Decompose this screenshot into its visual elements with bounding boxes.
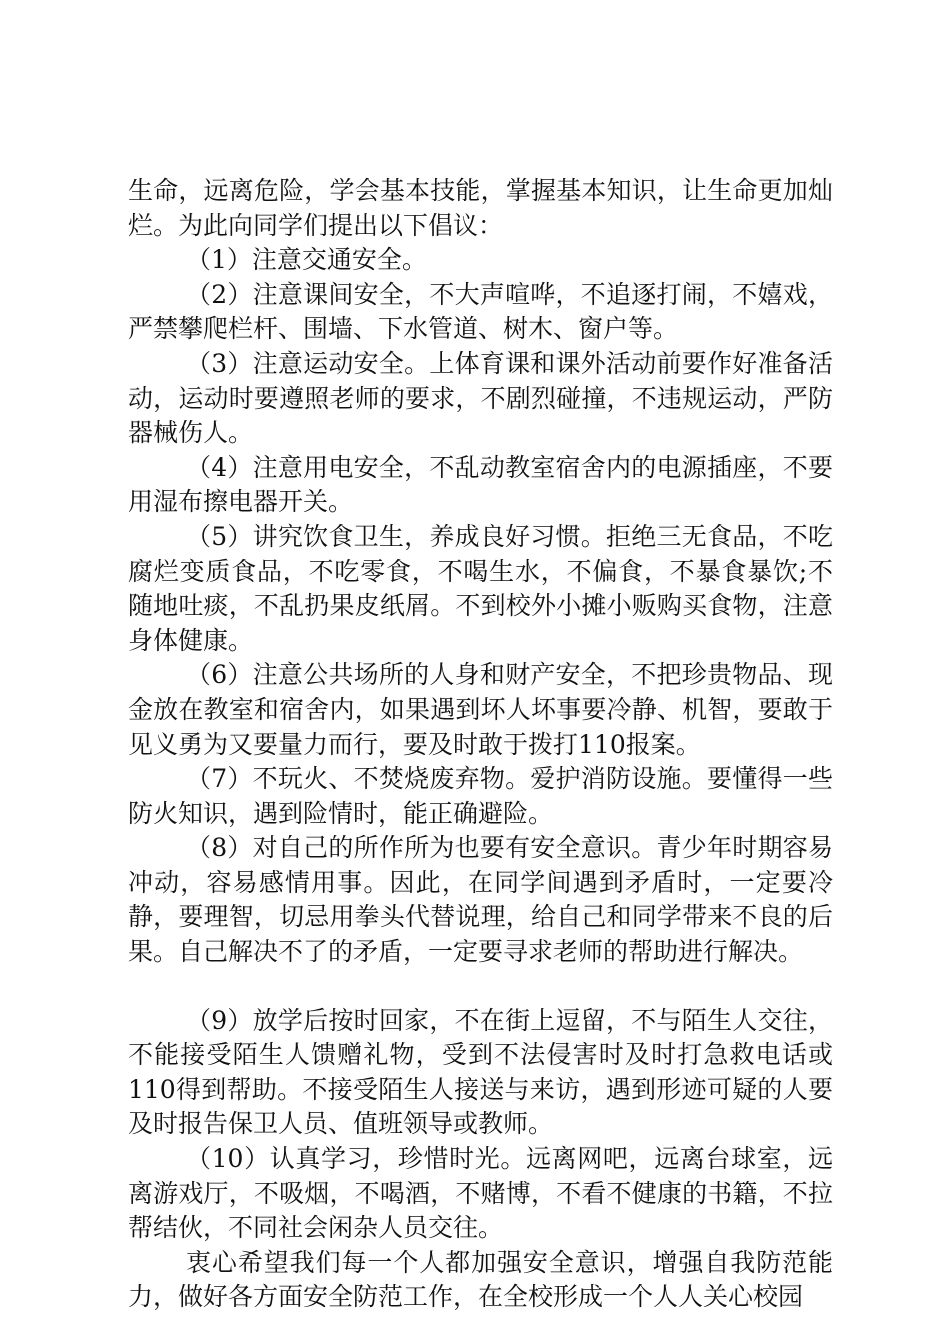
- paragraph-item-1: （1）注意交通安全。: [186, 245, 427, 275]
- paragraph-item-2: （2）注意课间安全，不大声喧哗，不追逐打闹，不嬉戏，严禁攀爬栏杆、围墙、下水管道、树木、窗户等。: [128, 279, 833, 344]
- paragraph-item-5: （5）讲究饮食卫生，养成良好习惯。拒绝三无食品，不吃腐烂变质食品，不吃零食，不喝生水，不偏食，不暴食暴饮;不随地吐痰，不乱扔果皮纸屑。不到校外小摊小贩购买食物，注意身体健康。: [128, 521, 833, 655]
- paragraph-intro: 生命，远离危险，学会基本技能，掌握基本知识，让生命更加灿烂。为此向同学们提出以下倡议：: [128, 176, 833, 240]
- document-body: [128, 174, 833, 1315]
- paragraph-closing: 衷心希望我们每一个人都加强安全意识，增强自我防范能力，做好各方面安全防范工作，在全校形成一个人人关心校园: [128, 1247, 833, 1312]
- paragraph-item-8: （8）对自己的所作所为也要有安全意识。青少年时期容易冲动，容易感情用事。因此，在同学间遇到矛盾时，一定要冷静，要理智，切忌用拳头代替说理，给自己和同学带来不良的后果。自己解决不了的矛盾，一定要寻求老师的帮助进行解决。: [128, 833, 833, 967]
- paragraph-item-10: （10）认真学习，珍惜时光。远离网吧，远离台球室，远离游戏厅，不吸烟，不喝酒，不赌博，不看不健康的书籍，不拉帮结伙，不同社会闲杂人员交往。: [128, 1144, 833, 1243]
- paragraph-item-4: （4）注意用电安全，不乱动教室宿舍内的电源插座，不要用湿布擦电器开关。: [128, 452, 833, 517]
- paragraph-spacer: [128, 970, 833, 1004]
- paragraph-item-9: （9）放学后按时回家，不在街上逗留，不与陌生人交往，不能接受陌生人馈赠礼物，受到不法侵害时及时打急救电话或110得到帮助。不接受陌生人接送与来访，遇到形迹可疑的人要及时报告保卫人员、值班领导或教师。: [128, 1005, 833, 1139]
- paragraph-item-7: （7）不玩火、不焚烧废弃物。爱护消防设施。要懂得一些防火知识，遇到险情时，能正确避险。: [128, 764, 833, 828]
- paragraph-item-3: （3）注意运动安全。上体育课和课外活动前要作好准备活动，运动时要遵照老师的要求，不剧烈碰撞，不违规运动，严防器械伤人。: [128, 348, 833, 448]
- paragraph-item-6: （6）注意公共场所的人身和财产安全，不把珍贵物品、现金放在教室和宿舍内，如果遇到坏人坏事要冷静、机智，要敢于见义勇为又要量力而行，要及时敢于拨打110报案。: [128, 660, 833, 759]
